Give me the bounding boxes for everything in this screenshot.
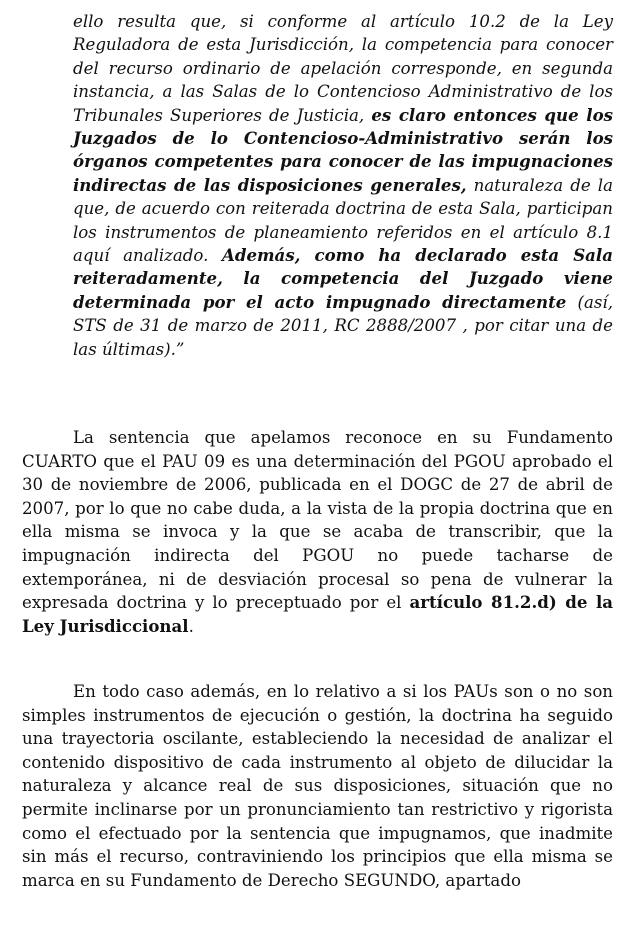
quote-bold-2: Además, como ha declarado esta Sala reiteradamente, la competencia del Juzgado viene determinada por el acto impugnado directamente [73,245,613,312]
quote-bold-1: es claro entonces que los Juzgados de lo Contencioso-Administrativo serán los órganos competentes para conocer de las impugnaciones indirectas de las disposiciones generales, [73,104,613,195]
paragraph-2-text: En todo caso además, en lo relativo a si los PAUs son o no son simples instrumentos de ejecución o gestión, la doctrina ha seguido una trayectoria oscilante, estableciendo la necesidad de analizar el contenido dispositivo de cada instrumento al objeto de dilucidar la naturaleza y alcance real de sus disposiciones, situación que no permite inclinarse por un pronunciamiento tan restrictivo y rigorista como el efectuado por la sentencia que impugnamos, que inadmite sin más el recurso, contraviniendo los principios que ella misma se marca en su Fundamento de Derecho SEGUNDO, apartado [22,682,613,890]
quote-text-1: ello resulta que, si conforme al artículo 10.2 de la Ley Reguladora de esta Jurisdicción, la competencia para conocer del recurso ordinario de apelación corresponde, en segunda instancia, a las Salas de lo Contencioso Administrativo de los Tribunales Superiores de Justicia, [73,12,613,125]
quote-text-2: naturaleza de la que, de acuerdo con reiterada doctrina de esta Sala, participan los instrumentos de planeamiento referidos en el artículo 8.1 aquí analizado. [73,175,613,266]
paragraph-sentence-analysis [22,426,613,638]
paragraph-1-text: La sentencia que apelamos reconoce en su Fundamento CUARTO que el PAU 09 es una determinación del PGOU aprobado el 30 de noviembre de 2006, publicada en el DOGC de 27 de abril de 2007, por lo que no cabe duda, a la vista de la propia doctrina que en ella misma se invoca y la que se acaba de transcribir, que la impugnación indirecta del PGOU no puede tacharse de extemporánea, ni de desviación procesal so pena de vulnerar la expresada doctrina y lo preceptuado por el [22,428,613,613]
quote-text-3: (así, STS de 31 de marzo de 2011, RC 2888/2007 , por citar una de las últimas).” [73,292,613,359]
quoted-citation [73,10,613,361]
paragraph-pau-doctrine [22,680,613,892]
paragraph-1-bold-reference: artículo 81.2.d) de la Ley Jurisdiccional [22,592,614,636]
paragraph-1-end: . [188,616,194,636]
